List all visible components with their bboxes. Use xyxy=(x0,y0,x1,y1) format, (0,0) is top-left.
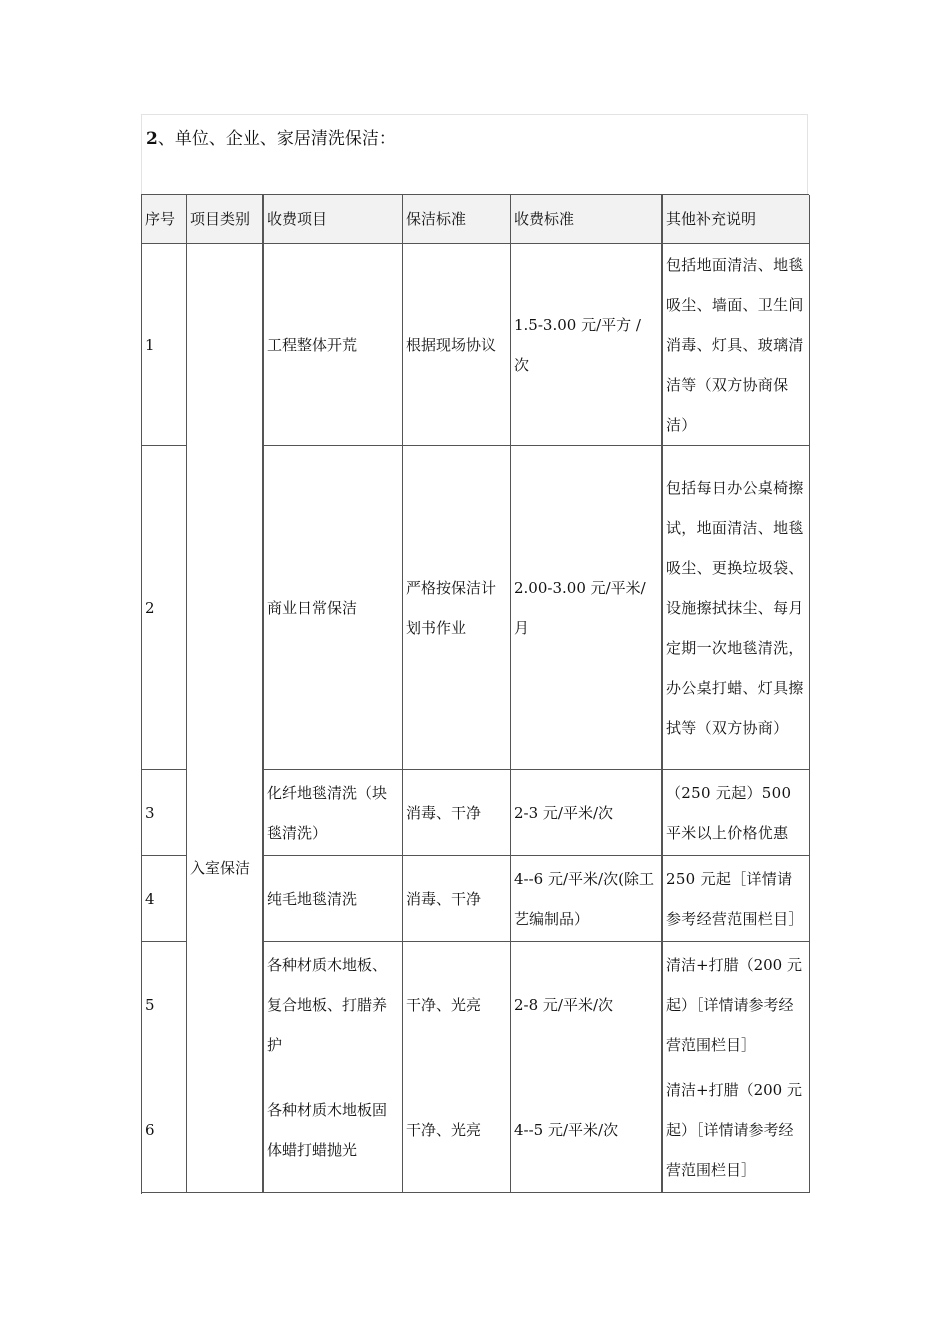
header-note: 其他补充说明 xyxy=(663,195,810,244)
table-row-5-standard: 干净、光亮 xyxy=(406,995,482,1014)
table-row-5-note: 清洁+打腊（200 元起）［详情请参考经营范围栏目］ xyxy=(666,955,802,1054)
table-row-3-standard: 消毒、干净 xyxy=(403,770,511,856)
category-cell: 入室保洁 xyxy=(187,244,263,1193)
table-row-6-note: 清洁+打腊（200 元起）［详情请参考经营范围栏目］ xyxy=(666,1080,802,1179)
table-row-5-6-seq xyxy=(142,942,187,1193)
section-title xyxy=(146,127,396,151)
section-title-box xyxy=(141,114,808,194)
table-row-2-seq: 2 xyxy=(142,446,187,770)
table-row-2-standard: 严格按保洁计划书作业 xyxy=(403,446,511,770)
table-row-3-seq: 3 xyxy=(142,770,187,856)
price-table xyxy=(141,194,809,1194)
table-row-1-fee: 1.5-3.00 元/平方 / 次 xyxy=(511,244,663,446)
table-row-6-seq: 6 xyxy=(145,1120,155,1139)
header-category: 项目类别 xyxy=(187,195,263,244)
table-row-3-note: （250 元起）500 平米以上价格优惠 xyxy=(663,770,810,856)
table-row-1-seq: 1 xyxy=(142,244,187,446)
table-row-2-note: 包括每日办公桌椅擦试，地面清洁、地毯吸尘、更换垃圾袋、设施擦拭抹尘、每月定期一次地毯清洗，办公桌打蜡、灯具擦拭等（双方协商） xyxy=(663,446,810,770)
table-row-1-item: 工程整体开荒 xyxy=(263,244,403,446)
header-seq: 序号 xyxy=(142,195,187,244)
table-row-4-standard: 消毒、干净 xyxy=(403,856,511,942)
table-row-5-6-item xyxy=(263,942,403,1193)
table-row-6-standard: 干净、光亮 xyxy=(406,1120,482,1139)
table-row-2-item: 商业日常保洁 xyxy=(263,446,403,770)
table-row-1-standard: 根据现场协议 xyxy=(403,244,511,446)
header-standard: 保洁标准 xyxy=(403,195,511,244)
header-fee: 收费标准 xyxy=(511,195,663,244)
table-row-5-item: 各种材质木地板、复合地板、打腊养护 xyxy=(267,955,388,1054)
header-item: 收费项目 xyxy=(263,195,403,244)
table-row-5-seq: 5 xyxy=(145,995,155,1014)
table-row-4-fee: 4--6 元/平米/次(除工艺编制品） xyxy=(511,856,663,942)
table-row-6-item: 各种材质木地板固体蜡打蜡抛光 xyxy=(267,1100,388,1159)
section-title-text: 、单位、企业、家居清洗保洁： xyxy=(157,129,396,149)
table-row-2-fee: 2.00-3.00 元/平米/月 xyxy=(511,446,663,770)
table-row-4-seq: 4 xyxy=(142,856,187,942)
table-row-3-fee: 2-3 元/平米/次 xyxy=(511,770,663,856)
table-row-5-6-standard xyxy=(403,942,511,1193)
table-row-4-note: 250 元起［详情请参考经营范围栏目］ xyxy=(663,856,810,942)
table-row-6-fee: 4--5 元/平米/次 xyxy=(514,1120,619,1139)
table-row-1-note: 包括地面清洁、地毯吸尘、墙面、卫生间消毒、灯具、玻璃清洁等（双方协商保洁） xyxy=(663,244,810,446)
table-row-4-item: 纯毛地毯清洗 xyxy=(263,856,403,942)
table-row-5-6-note xyxy=(663,942,810,1193)
section-number: 2 xyxy=(146,129,158,149)
table-row-3-item: 化纤地毯清洗（块毯清洗） xyxy=(263,770,403,856)
table-row-5-6-fee xyxy=(511,942,663,1193)
table-row-5-fee: 2-8 元/平米/次 xyxy=(514,995,614,1014)
